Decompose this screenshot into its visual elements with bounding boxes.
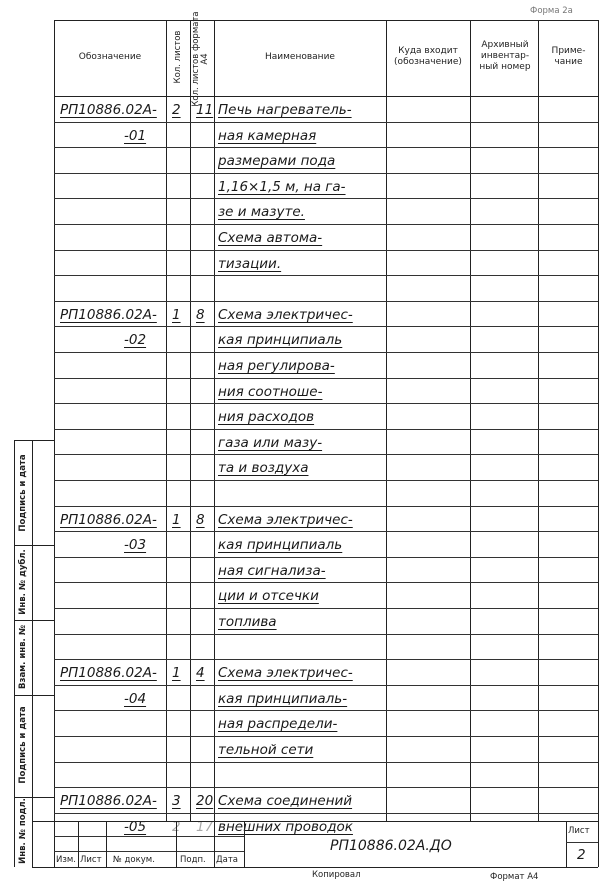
stamp-dup-inv: Инв. № дубл. <box>18 549 28 615</box>
entry-suffix: -01 <box>124 128 147 144</box>
row-line <box>54 429 598 430</box>
row-line <box>54 275 598 276</box>
entry-name-line: Схема автома- <box>218 230 323 246</box>
tb-col-date: Дата <box>216 855 239 865</box>
entry-name-line: Схема соединений <box>218 793 353 809</box>
entry-name-line: ции и отсечки <box>218 588 319 604</box>
entry-name-line: Схема электричес- <box>218 665 353 681</box>
entry-a4: 20 <box>196 793 214 809</box>
entry-name-line: топлива <box>218 614 277 630</box>
entry-name-line: зе и мазуте. <box>218 204 305 220</box>
row-line <box>54 352 598 353</box>
col-sep-where <box>386 20 387 821</box>
frame-top-border <box>54 20 598 21</box>
row-line <box>54 480 598 481</box>
entry-name-line: размерами пода <box>218 153 336 169</box>
entry-name-line: ния расходов <box>218 409 315 425</box>
col-sep-a4 <box>190 20 191 821</box>
tb-col-4 <box>214 821 215 867</box>
tb-col-6 <box>566 821 567 867</box>
stamp-top <box>14 440 54 441</box>
stamp-replace-inv: Взам. инв. № <box>18 625 28 689</box>
row-line <box>54 198 598 199</box>
header-bottom-border <box>54 96 598 97</box>
entry-name-line: газа или мазу- <box>218 435 323 451</box>
tb-doc-code: РП10886.02А.ДО <box>330 838 452 854</box>
tb-row-1 <box>54 836 244 837</box>
stamp-orig-inv: Инв. № подл. <box>18 798 28 864</box>
entry-name-line: ная камерная <box>218 128 317 144</box>
tb-sheet-label: Лист <box>568 826 590 836</box>
entry-name-line: тельной сети <box>218 742 314 758</box>
entry-name-line: Печь нагреватель- <box>218 102 352 118</box>
entry-name-line: та и воздуха <box>218 460 309 476</box>
entry-designation: РП10886.02А- <box>60 665 157 681</box>
entry-designation: РП10886.02А- <box>60 307 157 323</box>
tb-format: Формат А4 <box>490 872 539 882</box>
row-line <box>54 250 598 251</box>
tb-col-doc: № докум. <box>113 855 155 865</box>
entry-suffix: -04 <box>124 691 147 707</box>
row-line <box>54 403 598 404</box>
entry-sheets: 2 <box>172 102 181 118</box>
entry-a4: 4 <box>196 665 205 681</box>
entry-name-line: Схема электричес- <box>218 307 353 323</box>
row-line <box>54 787 598 788</box>
tb-top <box>32 821 598 822</box>
entry-suffix: -03 <box>124 537 147 553</box>
tb-col-5 <box>244 821 245 867</box>
entry-designation: РП10886.02А- <box>60 512 157 528</box>
entry-faint-a4: 17 <box>196 819 214 835</box>
tb-col-1 <box>78 821 79 867</box>
row-line <box>54 582 598 583</box>
tb-col-sign: Подп. <box>180 855 206 865</box>
entry-faint-sheets: 2 <box>172 819 181 835</box>
row-line <box>54 506 598 507</box>
entry-name-line: 1,16×1,5 м, на га- <box>218 179 346 195</box>
tb-copied: Копировал <box>312 870 361 880</box>
entry-suffix: -05 <box>124 819 147 835</box>
row-line <box>54 326 598 327</box>
row-line <box>54 762 598 763</box>
row-line <box>54 224 598 225</box>
row-line <box>54 122 598 123</box>
row-line <box>54 634 598 635</box>
entry-name-line: ная регулирова- <box>218 358 335 374</box>
entry-name-line: кая принципиаль- <box>218 691 348 707</box>
entry-sheets: 3 <box>172 793 181 809</box>
row-line <box>54 301 598 302</box>
row-line <box>54 608 598 609</box>
row-line <box>54 531 598 532</box>
tb-col-2 <box>106 821 107 867</box>
tb-col-3 <box>176 821 177 867</box>
entry-sheets: 1 <box>172 307 181 323</box>
entry-sheets: 1 <box>172 665 181 681</box>
header-sheet-count: Кол. листов <box>173 30 183 84</box>
header-a4-count: Кол. листов формата А4 <box>191 11 210 107</box>
col-sep-sheets <box>166 20 167 821</box>
row-line <box>54 378 598 379</box>
header-note: Приме- чание <box>551 46 586 67</box>
entry-designation: РП10886.02А- <box>60 793 157 809</box>
tb-col-list: Лист <box>80 855 102 865</box>
entry-a4: 11 <box>196 102 214 118</box>
header-archive-no: Архивный инвентар- ный номер <box>479 40 531 72</box>
row-line <box>54 710 598 711</box>
row-line <box>54 813 598 814</box>
stamp-outer-line <box>14 440 15 867</box>
frame-bottom-border <box>32 867 598 868</box>
entry-name-line: кая принципиаль <box>218 332 343 348</box>
stamp-sign-date-2: Подпись и дата <box>18 706 28 784</box>
row-line <box>54 659 598 660</box>
entry-name-line: тизации. <box>218 256 282 272</box>
entry-suffix: -02 <box>124 332 147 348</box>
entry-name-line: Схема электричес- <box>218 512 353 528</box>
tb-row-2 <box>54 851 244 852</box>
entry-name-line: внешних проводок <box>218 819 353 835</box>
header-designation: Обозначение <box>78 52 142 62</box>
entry-name-line: кая принципиаль <box>218 537 343 553</box>
entry-a4: 8 <box>196 307 205 323</box>
entry-name-line: ная сигнализа- <box>218 563 326 579</box>
frame-right-border <box>598 20 599 867</box>
row-line <box>54 173 598 174</box>
entry-designation: РП10886.02А- <box>60 102 157 118</box>
row-line <box>54 454 598 455</box>
col-sep-name <box>214 20 215 821</box>
header-name: Наименование <box>265 52 335 62</box>
tb-sheet-no: 2 <box>577 847 586 863</box>
stamp-sign-date-1: Подпись и дата <box>18 454 28 532</box>
stamp-inner-line <box>32 440 33 867</box>
entry-a4: 8 <box>196 512 205 528</box>
col-sep-note <box>538 20 539 821</box>
row-line <box>54 557 598 558</box>
col-sep-archive <box>470 20 471 821</box>
tb-sheet-sep <box>566 842 598 843</box>
row-line <box>54 685 598 686</box>
row-line <box>54 147 598 148</box>
entry-name-line: ная распредели- <box>218 716 338 732</box>
entry-name-line: ния соотноше- <box>218 384 323 400</box>
tb-col-izm: Изм. <box>56 855 76 865</box>
form-label: Форма 2а <box>530 6 573 16</box>
row-line <box>54 736 598 737</box>
header-where-included: Куда входит (обозначение) <box>394 46 462 67</box>
entry-sheets: 1 <box>172 512 181 528</box>
